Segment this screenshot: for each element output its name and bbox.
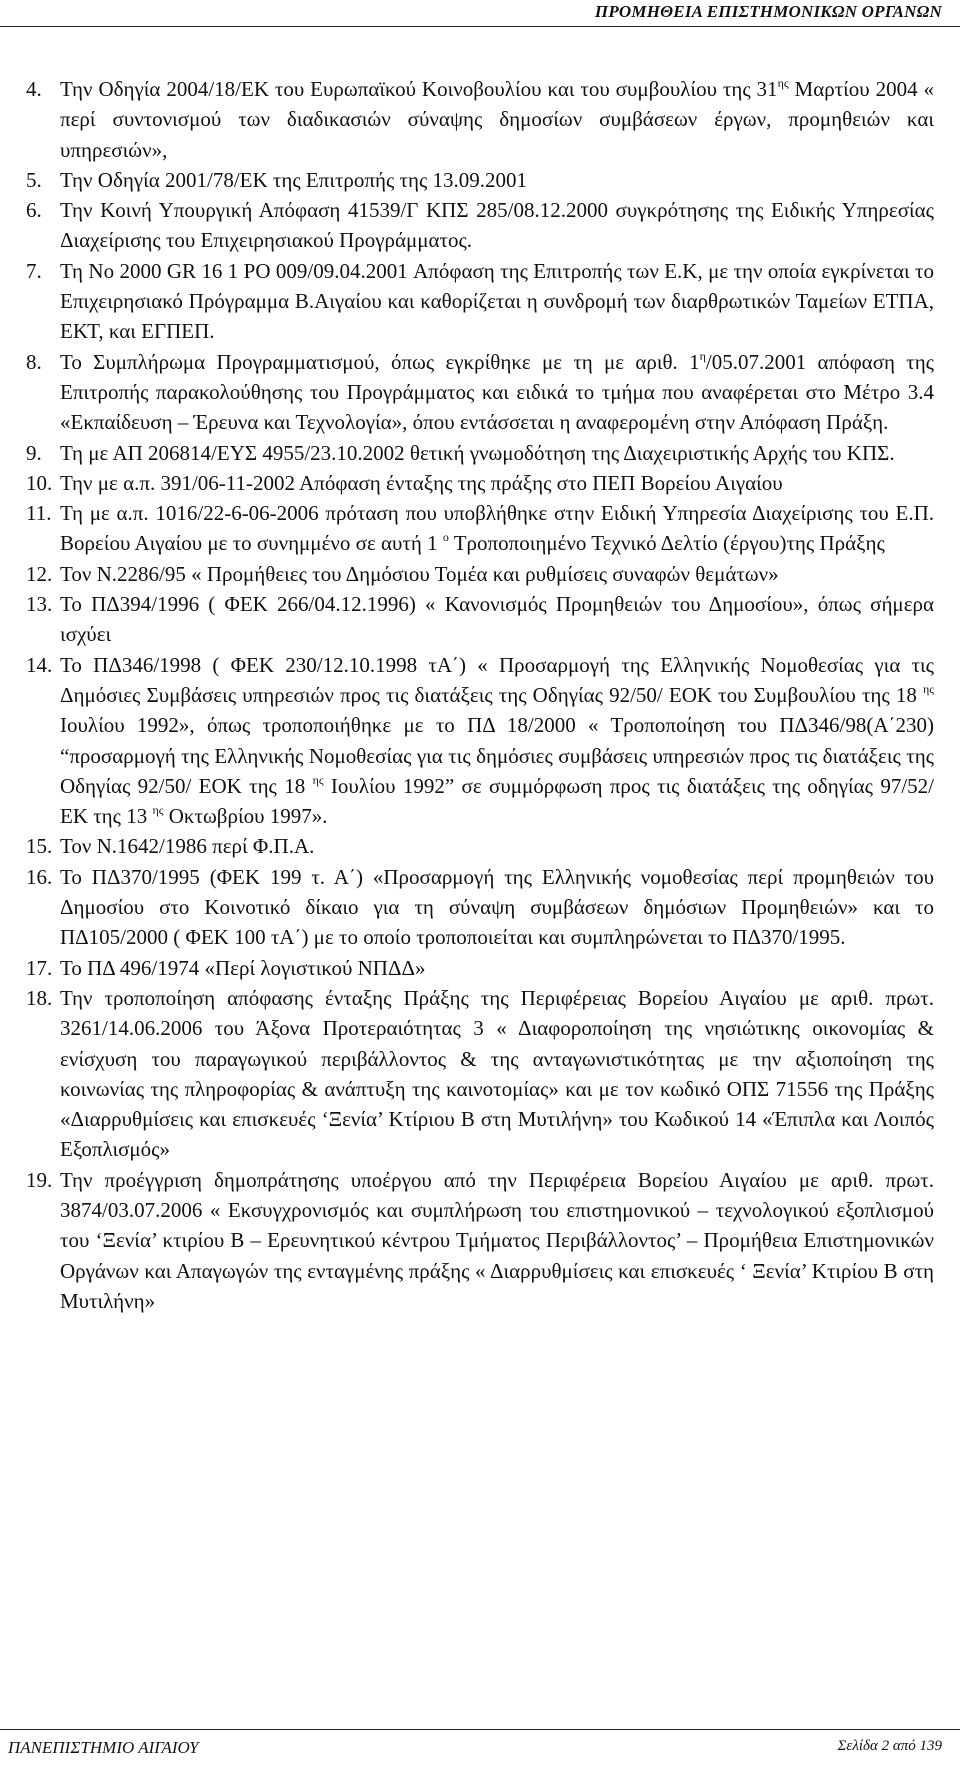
item-text: Τον Ν.1642/1986 περί Φ.Π.Α. (60, 834, 315, 859)
item-text: Το Συμπλήρωμα Προγραμματισμού, όπως εγκρίθηκε με τη με αριθ. $1^\eta/05.07.2001$ απόφαση της Επιτροπής παρακολούθησης του Προγράμματος και ειδικά το τμήμα που αναφέρεται στο Μέτρο 3.4 «Εκπαίδευση – Έρευνα και Τεχνολογία», όπου εντάσσεται η αναφερομένη στην Απόφαση Πράξη. (60, 348, 934, 435)
item-text: Τη με ΑΠ 206814/ΕΥΣ 4955/23.10.2002 θετική γνωμοδότηση της Διαχειριστικής Αρχής του ΚΠΣ. (60, 440, 895, 465)
list-item (26, 559, 934, 589)
item-text: Την προέγγριση δημοπράτησης υποέργου από την Περιφέρεια Βορείου Αιγαίου με αριθ. πρωτ. 3874/03.07.2006 « Εκσυγχρονισμός και συμπλήρωση του επιστημονικού – τεχνολογικού εξοπλισμού του ‘Ξενία’ κτιρίου Β – Ερευνητικού κέντρου Τμήματος Περιβάλλοντος’ – Προμήθεια Επιστημονικών Οργάνων και Απαγωγών της ενταγμένης πράξης « Διαρρυθμίσεις και επισκευές ‘ Ξενία’ Κτιρίου Β στη Μυτιλήνη» (60, 1167, 934, 1313)
list-item (26, 831, 934, 861)
item-number: 12. (26, 561, 53, 586)
list-item (26, 438, 934, 468)
item-text: Την τροποποίηση απόφασης ένταξης Πράξης της Περιφέρειας Βορείου Αιγαίου με αριθ. πρωτ. 3261/14.06.2006 του Άξονα Προτεραιότητας 3 « Διαφοροποίηση της νησιώτικης οικονομίας & ενίσχυση του παραγωγικού περιβάλλοντος & της ανταγωνιστικότητας με την αξιοποίηση της κοινωνίας της πληροφορίας & ανάπτυξη της καινοτομίας» και με τον κωδικό ΟΠΣ 71556 της Πράξης «Διαρρυθμίσεις και επισκευές ‘Ξενία’ Κτίριου Β στη Μυτιλήνη» του Κωδικού 14 «Έπιπλα και Λοιπός Εξοπλισμός» (60, 985, 934, 1162)
item-text: Τη Νο 2000 GR 16 1 PO 009/09.04.2001 Απόφαση της Επιτροπής των Ε.Κ, με την οποία εγκρίνεται το Επιχειρησιακό Πρόγραμμα Β.Αιγαίου και καθορίζεται η συνδρομή των διαρθρωτικών Ταμείων ΕΤΠΑ, ΕΚΤ, και ΕΓΠΕΠ. (60, 258, 934, 344)
item-number: 15. (26, 834, 53, 859)
item-number: 17. (26, 955, 53, 980)
footer-rule (0, 1729, 960, 1730)
list-item (26, 983, 934, 1165)
item-text: Το ΠΔ394/1996 ( ΦΕΚ 266/04.12.1996) « Κανονισμός Προμηθειών του Δημοσίου», όπως σήμερα ισχύει (60, 592, 934, 647)
document-body (26, 74, 934, 1316)
footer-institution: ΠΑΝΕΠΙΣΤΗΜΙΟ ΑΙΓΑΙΟΥ (8, 1738, 199, 1757)
item-number: 18. (26, 985, 53, 1010)
list-item (26, 589, 934, 650)
header-title: ΠΡΟΜΗΘΕΙΑ ΕΠΙΣΤΗΜΟΝΙΚΩΝ ΟΡΓΑΝΩΝ (594, 2, 942, 21)
ordinal-superscript: ης (152, 803, 164, 818)
item-number: 9. (26, 440, 42, 465)
item-number: 8. (26, 349, 42, 374)
list-item (26, 862, 934, 953)
item-text: Τον Ν.2286/95 « Προμήθειες του Δημόσιου Τομέα και ρυθμίσεις συναφών θεμάτων» (60, 561, 779, 586)
ordinal-superscript: ο (442, 530, 449, 545)
item-number: 10. (26, 470, 53, 495)
item-number: 19. (26, 1167, 53, 1192)
list-item (26, 256, 934, 347)
page-footer (0, 1726, 960, 1766)
list-item (26, 498, 934, 559)
page-header (0, 0, 960, 34)
item-text: Την Κοινή Υπουργική Απόφαση 41539/Γ ΚΠΣ 285/08.12.2000 συγκρότησης της Ειδικής Υπηρεσίας Διαχείρισης του Επιχειρησιακού Προγράμματος. (60, 198, 934, 253)
list-item (26, 468, 934, 498)
item-text: Την Οδηγία 2004/18/ΕΚ του Ευρωπαϊκού Κοινοβουλίου και του συμβουλίου της $31^{\eta\varsigma}$ Μαρτίου 2004 « περί συντονισμού των διαδικασιών σύναψης δημοσίων συμβάσεων έργων, προμηθειών και υπηρεσιών», (60, 76, 934, 162)
item-number: 5. (26, 167, 42, 192)
list-item (26, 74, 934, 165)
item-text: Την Οδηγία 2001/78/ΕΚ της Επιτροπής της 13.09.2001 (60, 167, 528, 192)
item-text: Το ΠΔ 496/1974 «Περί λογιστικού ΝΠΔΔ» (60, 955, 426, 980)
item-text: Την με α.π. 391/06-11-2002 Απόφαση ένταξης της πράξης στο ΠΕΠ Βορείου Αιγαίου (60, 470, 783, 495)
list-item (26, 953, 934, 983)
item-number: 6. (26, 198, 42, 223)
ordinal-superscript: ης (312, 772, 324, 787)
item-number: 13. (26, 592, 53, 617)
item-text: Το ΠΔ346/1998 ( ΦΕΚ 230/12.10.1998 τΑ΄) « Προσαρμογή της Ελληνικής Νομοθεσίας για τις Δημόσιες Συμβάσεις υπηρεσιών προς τις διατάξεις της Οδηγίας 92/50/ ΕΟΚ του Συμβουλίου της 18 $^{\eta\varsigma}$ Ιουλίου 1992», όπως τροποποιήθηκε με το ΠΔ 18/2000 « Τροποποίηση του ΠΔ346/98(Α΄230) “προσαρμογή της Ελληνικής Νομοθεσίας για τις δημόσιες συμβάσεις υπηρεσιών προς τις διατάξεις της Οδηγίας 92/50/ ΕΟΚ της 18 $^{\eta\varsigma}$ Ιουλίου 1992” σε συμμόρφωση προς τις διατάξεις της οδηγίας 97/52/ ΕΚ της 13 $^{\eta\varsigma}$ Οκτωβρίου 1997». (60, 652, 934, 829)
list-item (26, 650, 934, 832)
header-rule (0, 26, 960, 27)
item-text: Τη με α.π. 1016/22-6-06-2006 πρόταση που υποβλήθηκε στην Ειδική Υπηρεσία Διαχείρισης του Ε.Π. Βορείου Αιγαίου με το συνημμένο σε αυτή 1 $^o$ Τροποποιημένο Τεχνικό Δελτίο (έργου)της Πράξης (60, 501, 934, 556)
item-number: 16. (26, 864, 53, 889)
ordinal-superscript: ης (922, 681, 934, 696)
ordinal-superscript: η (699, 348, 706, 363)
item-number: 4. (26, 77, 42, 101)
list-item (26, 195, 934, 256)
item-text: Το ΠΔ370/1995 (ΦΕΚ 199 τ. Α΄) «Προσαρμογή της Ελληνικής νομοθεσίας περί προμηθειών του Δημοσίου στο Κοινοτικό δίκαιο για τη σύναψη συμβάσεων δημόσιων Προμηθειών» και το ΠΔ105/2000 ( ΦΕΚ 100 τΑ΄) με το οποίο τροποποιείται και συμπληρώνεται το ΠΔ370/1995. (60, 864, 934, 950)
item-number: 11. (26, 501, 52, 526)
page-number: Σελίδα 2 από 139 (837, 1738, 942, 1754)
list-item (26, 165, 934, 195)
ordinal-superscript: ης (777, 76, 789, 90)
item-number: 14. (26, 652, 53, 677)
list-item (26, 347, 934, 438)
item-number: 7. (26, 258, 42, 283)
list-item (26, 1165, 934, 1316)
